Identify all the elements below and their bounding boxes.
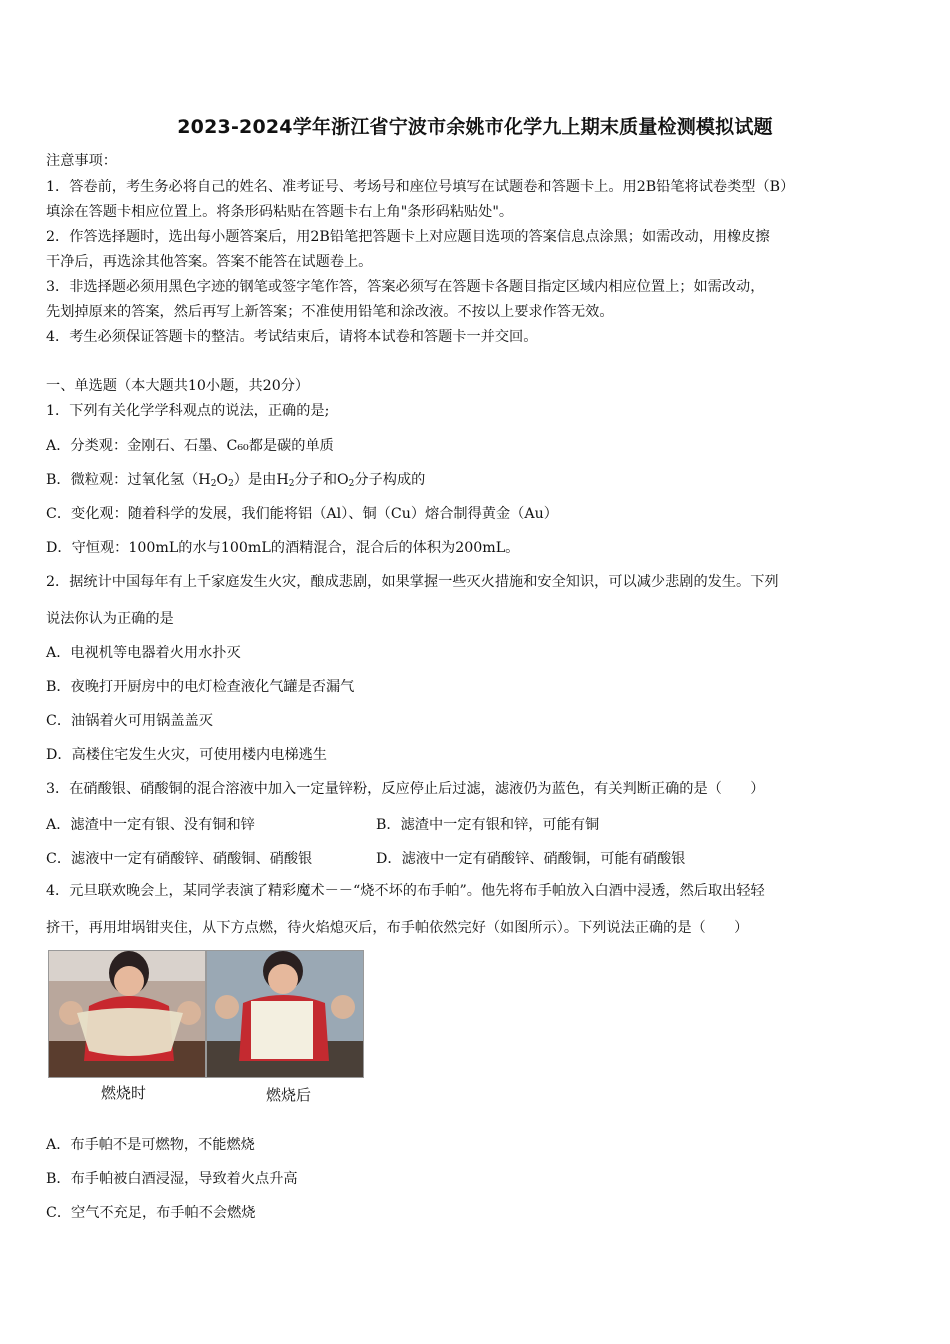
notice-line-7: 4．考生必须保证答题卡的整洁。考试结束后，请将本试卷和答题卡一并交回。 (46, 329, 538, 345)
photo-after-burning (206, 950, 364, 1078)
caption-after-burning: 燃烧后 (266, 1086, 312, 1104)
q3-option-a: A．滤渣中一定有银、没有铜和锌 (46, 817, 255, 833)
q2-stem-line-2: 说法你认为正确的是 (46, 611, 174, 627)
notice-line-2: 填涂在答题卡相应位置上。将条形码粘贴在答题卡右上角"条形码粘贴处"。 (46, 204, 514, 220)
q1-option-c: C．变化观：随着科学的发展，我们能将铝（Al）、铜（Cu）熔合制得黄金（Au） (46, 506, 558, 522)
q2-option-c: C．油锅着火可用锅盖盖灭 (46, 713, 213, 729)
q3-option-b: B．滤渣中一定有银和锌，可能有铜 (376, 817, 600, 833)
q1-option-b: B．微粒观：过氧化氢$(H_2O_2)$是由$H_2$分子和$O_2$分子构成的 (46, 472, 426, 489)
q3-option-c: C．滤液中一定有硝酸锌、硝酸铜、硝酸银 (46, 851, 313, 867)
q1-stem: 1．下列有关化学学科观点的说法，正确的是; (46, 403, 330, 419)
q2-stem-line-1: 2．据统计中国每年有上千家庭发生火灾，酿成悲剧，如果掌握一些灭火措施和安全知识，可以减少悲剧的发生。下列 (46, 574, 779, 590)
q4-option-a: A．布手帕不是可燃物，不能燃烧 (46, 1137, 255, 1153)
page-title: 2023-2024学年浙江省宁波市余姚市化学九上期末质量检测模拟试题 (177, 116, 773, 138)
notice-line-3: 2．作答选择题时，选出每小题答案后，用2B铅笔把答题卡上对应题目选项的答案信息点涂黑；如需改动，用橡皮擦 (46, 229, 770, 245)
notice-line-1: 1．答卷前，考生务必将自己的姓名、准考证号、考场号和座位号填写在试题卷和答题卡上。用2B铅笔将试卷类型（B） (46, 179, 795, 195)
q2-option-b: B．夜晚打开厨房中的电灯检查液化气罐是否漏气 (46, 679, 355, 695)
q2-option-a: A．电视机等电器着火用水扑灭 (46, 645, 241, 661)
q1-option-a: A．分类观：金刚石、石墨、C₆₀都是碳的单质 (46, 438, 334, 454)
q3-stem: 3．在硝酸银、硝酸铜的混合溶液中加入一定量锌粉，反应停止后过滤，滤液仍为蓝色，有关判断正确的是（ ） (46, 781, 765, 797)
notice-line-4: 干净后，再选涂其他答案。答案不能答在试题卷上。 (46, 254, 373, 270)
q3-option-d: D．滤液中一定有硝酸锌、硝酸铜，可能有硝酸银 (376, 851, 686, 867)
q2-option-d: D．高楼住宅发生火灾，可使用楼内电梯逃生 (46, 747, 327, 763)
notice-heading: 注意事项： (46, 153, 117, 169)
q4-stem-line-2: 挤干，再用坩埚钳夹住，从下方点燃，待火焰熄灭后，布手帕依然完好（如图所示）。下列说法正确的是（ ） (46, 920, 749, 936)
notice-line-5: 3．非选择题必须用黑色字迹的钢笔或签字笔作答，答案必须写在答题卡各题目指定区域内相应位置上；如需改动， (46, 279, 765, 295)
caption-burning: 燃烧时 (101, 1084, 147, 1102)
q1-option-d: D．守恒观：100mL的水与100mL的酒精混合，混合后的体积为200mL。 (46, 540, 520, 556)
section-heading: 一、单选题（本大题共10小题，共20分） (46, 378, 310, 394)
magic-trick-photos (48, 950, 366, 1078)
photo-burning (48, 950, 206, 1078)
q4-option-b: B．布手帕被白酒浸湿，导致着火点升高 (46, 1171, 298, 1187)
q4-option-c: C．空气不充足，布手帕不会燃烧 (46, 1205, 256, 1221)
q4-stem-line-1: 4．元旦联欢晚会上，某同学表演了精彩魔术－－“烧不坏的布手帕”。他先将布手帕放入白酒中浸透，然后取出轻轻 (46, 883, 765, 899)
notice-line-6: 先划掉原来的答案，然后再写上新答案；不准使用铅笔和涂改液。不按以上要求作答无效。 (46, 304, 614, 320)
